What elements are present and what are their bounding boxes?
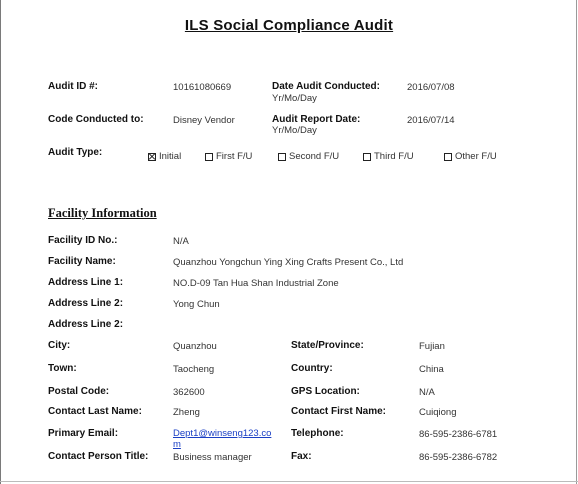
- postal-code-value: 362600: [173, 387, 205, 398]
- checkbox-icon[interactable]: [444, 153, 452, 161]
- code-conducted-label: Code Conducted to:: [48, 114, 144, 125]
- postal-code-label: Postal Code:: [48, 386, 110, 397]
- facility-id-value: N/A: [173, 236, 189, 247]
- page-bottom-border: [0, 481, 578, 482]
- fax-label: Fax:: [291, 451, 312, 462]
- checkbox-icon[interactable]: [278, 153, 286, 161]
- page-left-border: [0, 0, 1, 484]
- facility-name-label: Facility Name:: [48, 256, 116, 267]
- country-value: China: [419, 364, 444, 375]
- address-line-1-value: NO.D-09 Tan Hua Shan Industrial Zone: [173, 278, 339, 289]
- audit-type-option-third[interactable]: [363, 151, 414, 162]
- primary-email-link[interactable]: Dept1@winseng123.co: [173, 428, 272, 439]
- telephone-value: 86-595-2386-6781: [419, 429, 498, 440]
- date-conducted-format: Yr/Mo/Day: [272, 93, 317, 104]
- primary-email-label: Primary Email:: [48, 428, 119, 439]
- state-value: Fujian: [419, 341, 445, 352]
- facility-id-label: Facility ID No.:: [48, 235, 118, 246]
- gps-location-label: GPS Location:: [291, 386, 360, 397]
- audit-type-option-label: First F/U: [216, 151, 253, 162]
- facility-name-value: Quanzhou Yongchun Ying Xing Crafts Present Co., Ltd: [173, 257, 404, 268]
- report-date-format: Yr/Mo/Day: [272, 125, 317, 136]
- audit-type-label: Audit Type:: [48, 147, 103, 158]
- primary-email-link-continued[interactable]: m: [173, 439, 181, 450]
- audit-type-option-label: Other F/U: [455, 151, 497, 162]
- page-right-border: [576, 0, 577, 484]
- audit-type-option-second[interactable]: [278, 151, 339, 162]
- contact-first-name-label: Contact First Name:: [291, 406, 387, 417]
- town-value: Taocheng: [173, 364, 215, 375]
- report-date-value: 2016/07/14: [407, 115, 455, 126]
- audit-type-option-first[interactable]: [205, 151, 252, 162]
- checkbox-icon[interactable]: [363, 153, 371, 161]
- audit-type-option-other[interactable]: [444, 151, 497, 162]
- audit-id-value: 10161080669: [173, 82, 232, 93]
- contact-title-label: Contact Person Title:: [48, 451, 149, 462]
- address-line-1-label: Address Line 1:: [48, 277, 124, 288]
- contact-last-name-value: Zheng: [173, 407, 200, 418]
- contact-last-name-label: Contact Last Name:: [48, 406, 142, 417]
- fax-value: 86-595-2386-6782: [419, 452, 498, 463]
- checkbox-icon[interactable]: [205, 153, 213, 161]
- address-line-2-label: Address Line 2:: [48, 298, 124, 309]
- state-label: State/Province:: [291, 340, 364, 351]
- address-line-2-value: Yong Chun: [173, 299, 220, 310]
- town-label: Town:: [48, 363, 77, 374]
- contact-first-name-value: Cuiqiong: [419, 407, 457, 418]
- telephone-label: Telephone:: [291, 428, 344, 439]
- date-conducted-value: 2016/07/08: [407, 82, 455, 93]
- checkbox-checked-icon[interactable]: [148, 153, 156, 161]
- audit-type-option-label: Initial: [159, 151, 182, 162]
- audit-id-label: Audit ID #:: [48, 81, 98, 92]
- code-conducted-value: Disney Vendor: [173, 115, 235, 126]
- audit-type-option-label: Second F/U: [289, 151, 340, 162]
- city-value: Quanzhou: [173, 341, 217, 352]
- document-title: ILS Social Compliance Audit: [184, 17, 394, 34]
- contact-title-value: Business manager: [173, 452, 252, 463]
- address-line-3-label: Address Line 2:: [48, 319, 124, 330]
- country-label: Country:: [291, 363, 333, 374]
- audit-type-option-label: Third F/U: [374, 151, 414, 162]
- city-label: City:: [48, 340, 71, 351]
- report-date-label: Audit Report Date:: [272, 114, 361, 125]
- gps-location-value: N/A: [419, 387, 435, 398]
- audit-type-option-initial[interactable]: [148, 151, 181, 162]
- facility-section-title: Facility Information: [48, 206, 157, 220]
- date-conducted-label: Date Audit Conducted:: [272, 81, 380, 92]
